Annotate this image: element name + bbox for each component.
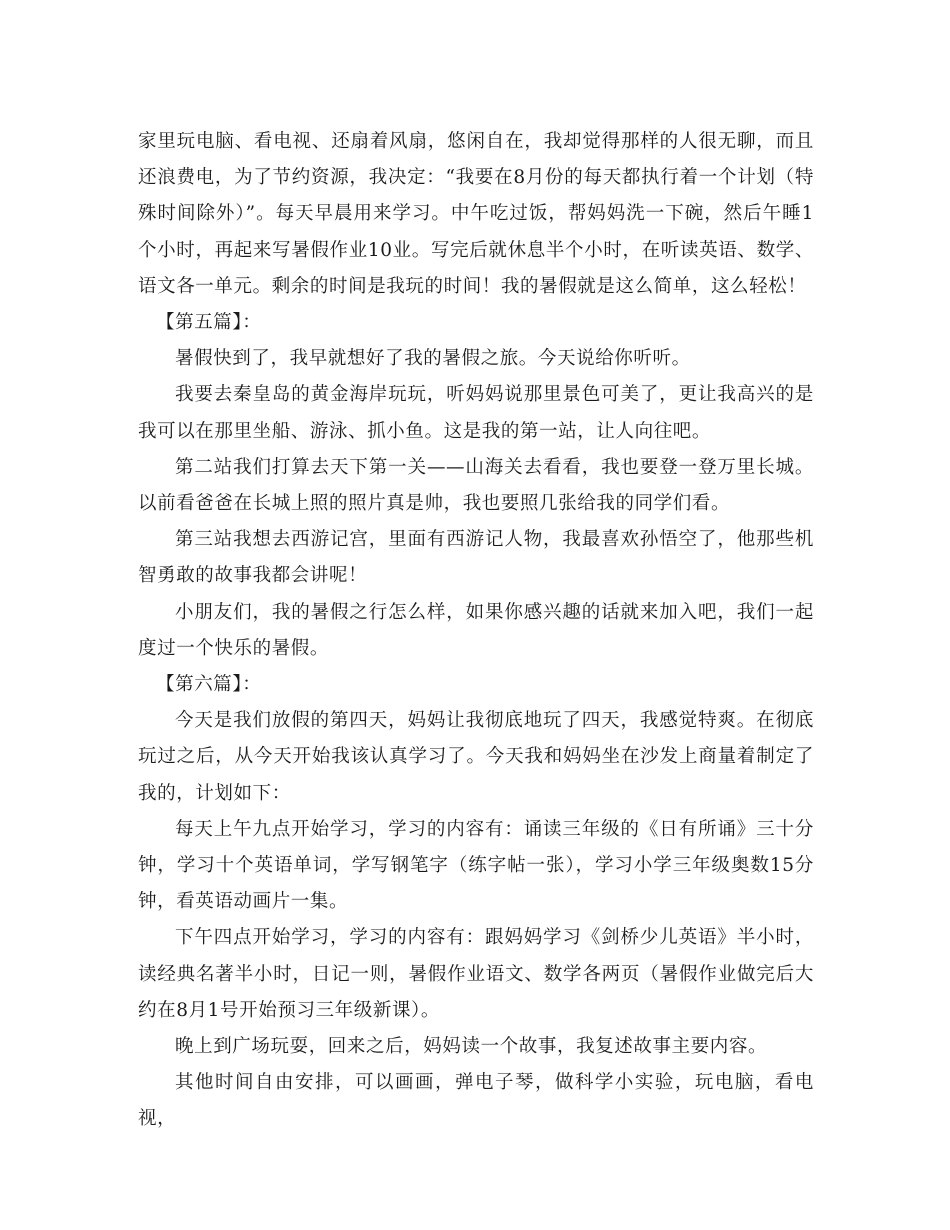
paragraph: 家里玩电脑、看电视、还扇着风扇，悠闲自在，我却觉得那样的人很无聊，而且还浪费电，为了节约资源，我决定：“我要在8月份的每天都执行着一个计划（特殊时间除外）”。每天早晨用来学习。中午吃过饭，帮妈妈洗一下碗，然后午睡1个小时，再起来写暑假作业10业。写完后就休息半个小时，在听读英语、数学、语文各一单元。剩余的时间是我玩的时间！我的暑假就是这么简单，这么轻松！	[138, 131, 814, 297]
paragraph: 其他时间自由安排，可以画画，弹电子琴，做科学小实验，玩电脑，看电视，	[138, 1072, 814, 1130]
paragraph: 暑假快到了，我早就想好了我的暑假之旅。今天说给你听听。	[175, 348, 691, 370]
document-body	[138, 124, 814, 1138]
paragraph: 下午四点开始学习，学习的内容有：跟妈妈学习《剑桥少儿英语》半小时，读经典名著半小时，日记一则，暑假作业语文、数学各两页（暑假作业做完后大约在8月1号开始预习三年级新课）。	[138, 927, 814, 1021]
paragraph: 今天是我们放假的第四天，妈妈让我彻底地玩了四天，我感觉特爽。在彻底玩过之后，从今天开始我该认真学习了。今天我和妈妈坐在沙发上商量着制定了我的，计划如下：	[138, 710, 814, 804]
paragraph: 每天上午九点开始学习，学习的内容有：诵读三年级的《日有所诵》三十分钟，学习十个英语单词，学写钢笔字（练字帖一张），学习小学三年级奥数15分钟，看英语动画片一集。	[138, 818, 814, 913]
paragraph: 我要去秦皇岛的黄金海岸玩玩，听妈妈说那里景色可美了，更让我高兴的是我可以在那里坐船、游泳、抓小鱼。这是我的第一站，让人向往吧。	[138, 384, 814, 442]
paragraph: 第三站我想去西游记宫，里面有西游记人物，我最喜欢孙悟空了，他那些机智勇敢的故事我都会讲呢！	[138, 529, 814, 587]
paragraph: 小朋友们，我的暑假之行怎么样，如果你感兴趣的话就来加入吧，我们一起度过一个快乐的暑假。	[138, 601, 814, 659]
section-heading-fifth: 【第五篇】：	[156, 312, 262, 334]
paragraph: 晚上到广场玩耍，回来之后，妈妈读一个故事，我复述故事主要内容。	[175, 1036, 768, 1058]
paragraph: 第二站我们打算去天下第一关——山海关去看看，我也要登一登万里长城。以前看爸爸在长城上照的照片真是帅，我也要照几张给我的同学们看。	[138, 456, 814, 515]
section-heading-sixth: 【第六篇】：	[156, 674, 262, 696]
